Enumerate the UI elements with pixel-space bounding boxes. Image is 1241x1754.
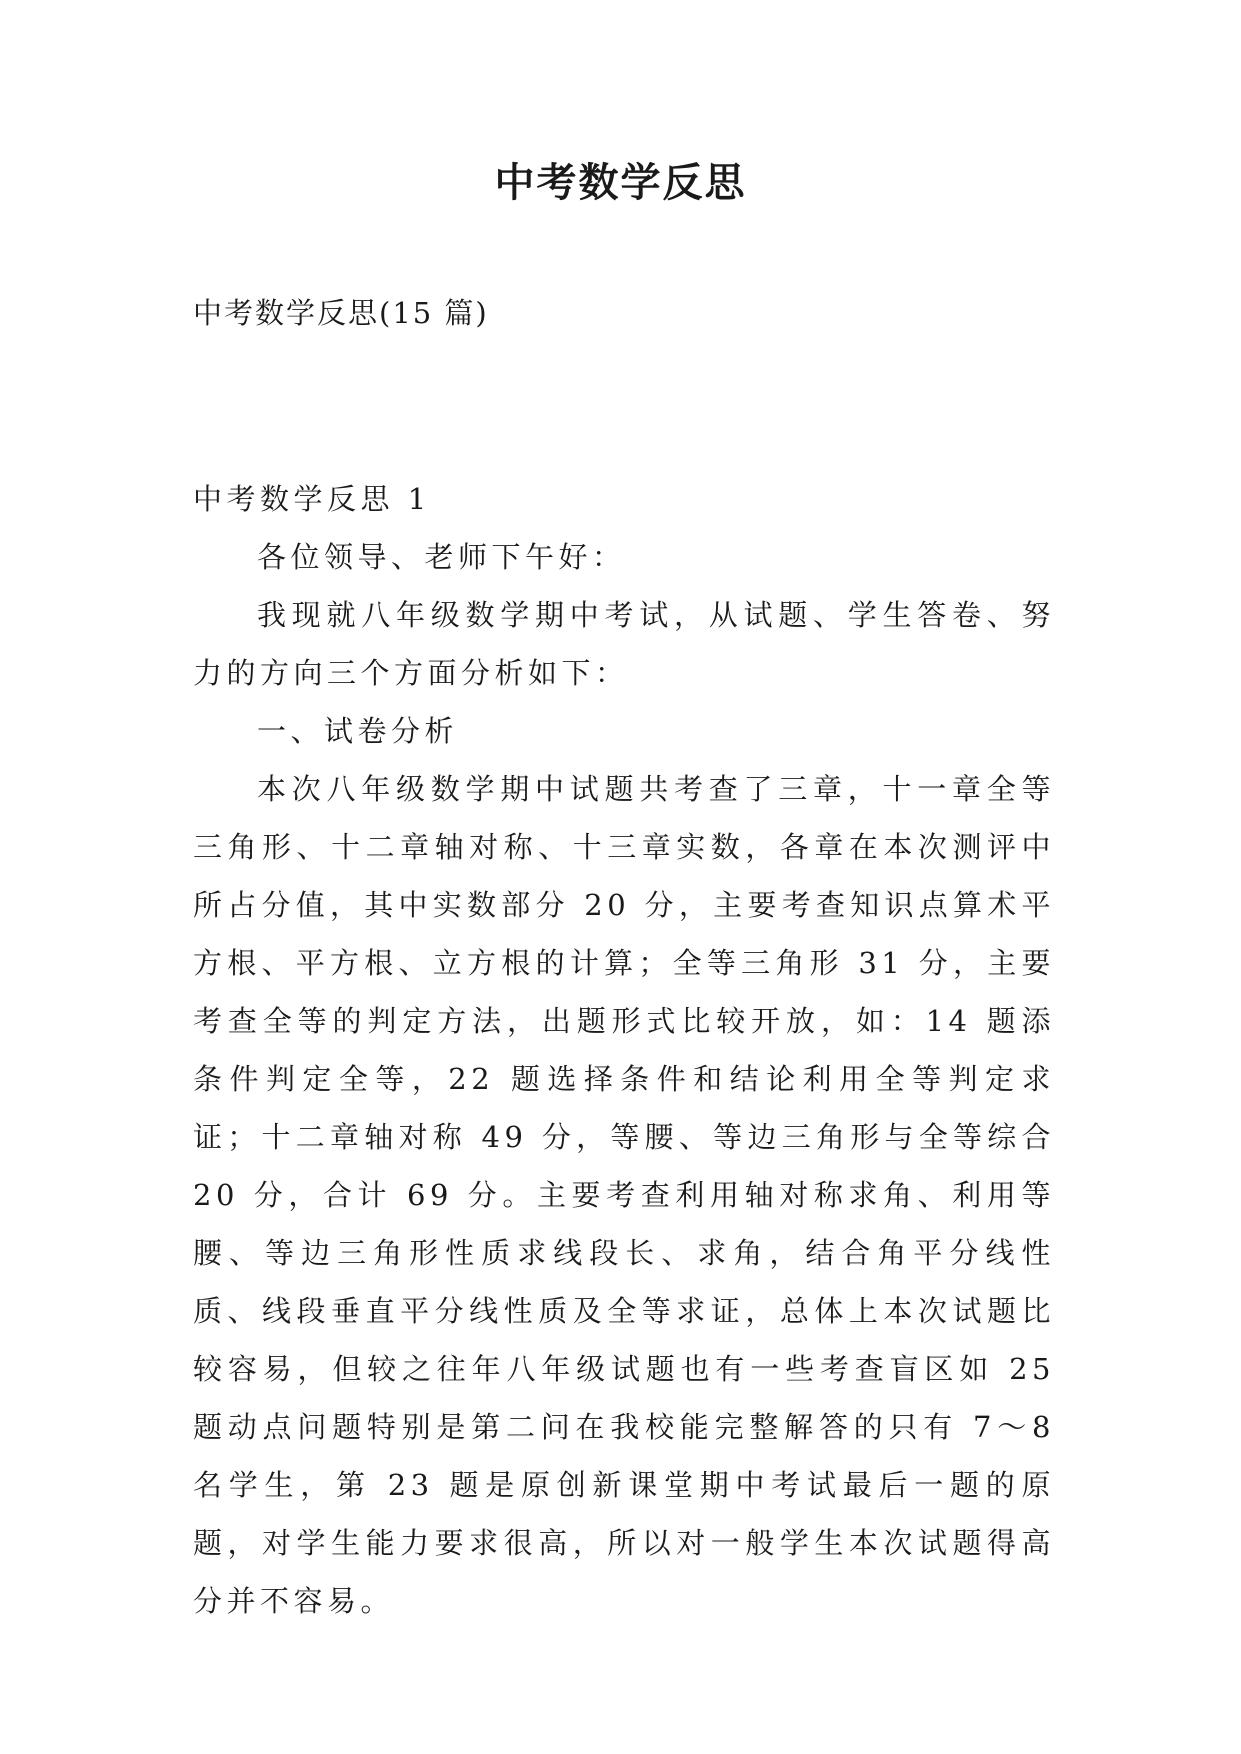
document-title: 中考数学反思 bbox=[494, 159, 747, 206]
document-subtitle: 中考数学反思(15 篇) bbox=[193, 296, 489, 330]
document-body bbox=[193, 470, 1055, 1630]
paragraph-section-title: 一、试卷分析 bbox=[257, 714, 459, 748]
paragraph-greeting: 各位领导、老师下午好： bbox=[257, 540, 626, 574]
paragraph-intro: 我现就八年级数学期中考试，从试题、学生答卷、努力的方向三个方面分析如下： bbox=[193, 598, 1055, 690]
section-heading: 中考数学反思 1 bbox=[193, 482, 431, 516]
paragraph-analysis: 本次八年级数学期中试题共考查了三章，十一章全等三角形、十二章轴对称、十三章实数，各章在本次测评中所占分值，其中实数部分 20 分，主要考查知识点算术平方根、平方根、立方根的计算；全等三角形 31 分，主要考查全等的判定方法，出题形式比较开放，如：14 题添条件判定全等，22 题选择条件和结论利用全等判定求证；十二章轴对称 49 分，等腰、等边三角形与全等综合 20 分，合计 69 分。主要考查利用轴对称求角、利用等腰、等边三角形性质求线段长、求角，结合角平分线性质、线段垂直平分线性质及全等求证，总体上本次试题比较容易，但较之往年八年级试题也有一些考查盲区如 25 题动点问题特别是第二问在我校能完整解答的只有 7～8 名学生，第 23 题是原创新课堂期中考试最后一题的原题，对学生能力要求很高，所以对一般学生本次试题得高分并不容易。 bbox=[193, 772, 1055, 1618]
